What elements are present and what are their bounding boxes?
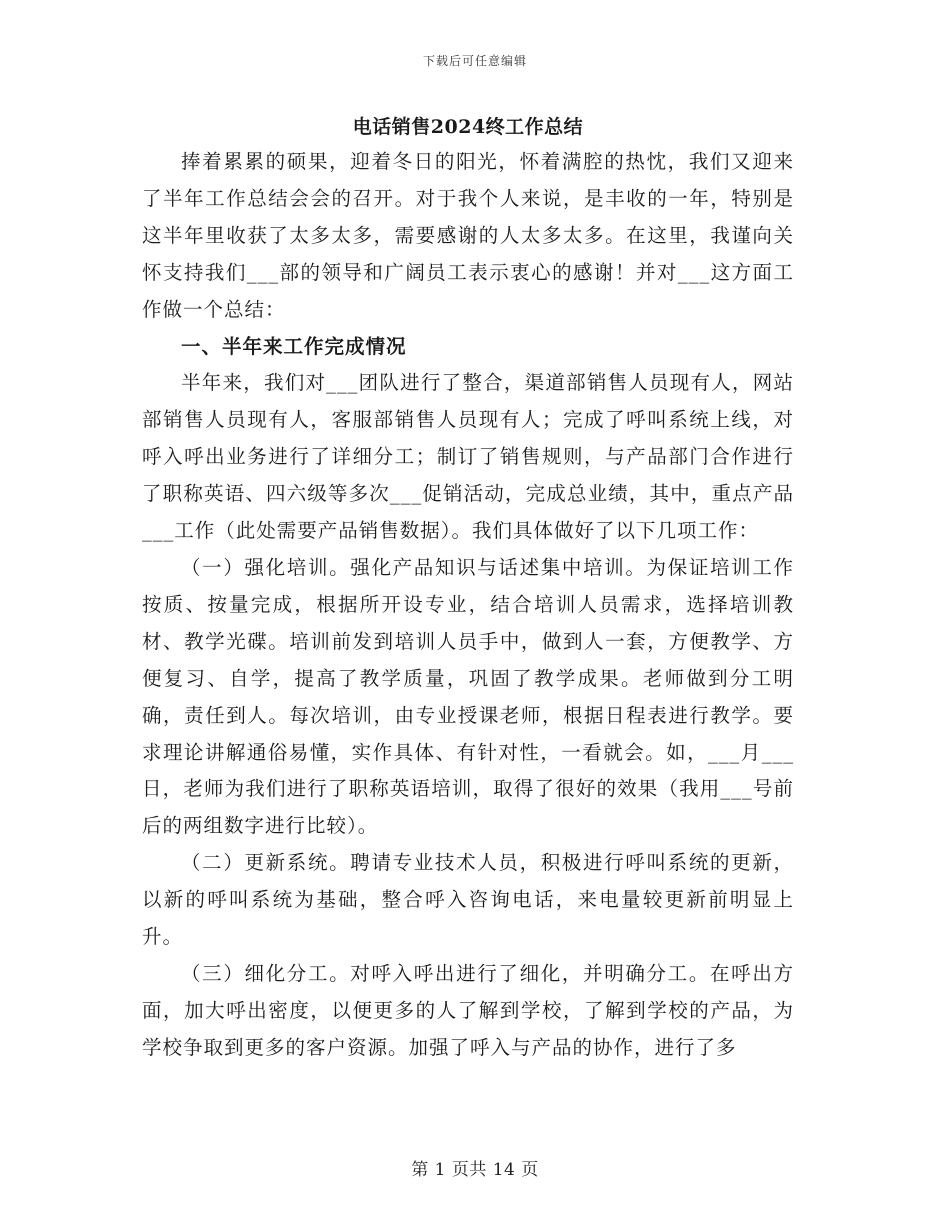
section-heading: 一、半年来工作完成情况 <box>181 334 407 358</box>
item-system-paragraph: （二）更新系统。聘请专业技术人员，积极进行呼叫系统的更新，以新的呼叫系统为基础，整合呼入咨询电话，来电量较更新前明显上升。 <box>142 851 794 949</box>
section-paragraph: 半年来，我们对___团队进行了整合，渠道部销售人员现有人，网站部销售人员现有人，客服部销售人员现有人；完成了呼叫系统上线，对呼入呼出业务进行了详细分工；制订了销售规则，与产品部门合作进行了职称英语、四六级等多次___促销活动，完成总业绩，其中，重点产品___工作（此处需要产品销售数据）。我们具体做好了以下几项工作： <box>142 371 794 543</box>
page-footer: 第 1 页共 14 页 <box>411 1160 539 1180</box>
intro-paragraph: 捧着累累的硕果，迎着冬日的阳光，怀着满腔的热忱，我们又迎来了半年工作总结会会的召开。对于我个人来说，是丰收的一年，特别是这半年里收获了太多太多，需要感谢的人太多太多。在这里，我谨向关怀支持我们___部的领导和广阔员工表示衷心的感谢！并对___这方面工作做一个总结： <box>142 150 794 321</box>
header-note: 下载后可任意编辑 <box>422 54 527 68</box>
document-title: 电话销售2024终工作总结 <box>352 116 584 138</box>
document-body <box>142 110 794 1067</box>
item-training-paragraph: （一）强化培训。强化产品知识与话述集中培训。为保证培训工作按质、按量完成，根据所开设专业，结合培训人员需求，选择培训教材、教学光碟。培训前发到培训人员手中，做到人一套，方便教学、方便复习、自学，提高了教学质量，巩固了教学成果。老师做到分工明确，责任到人。每次培训，由专业授课老师，根据日程表进行教学。要求理论讲解通俗易懂，实作具体、有针对性，一看就会。如，___月___日，老师为我们进行了职称英语培训，取得了很好的效果（我用___号前后的两组数字进行比较）。 <box>142 555 794 838</box>
item-division-paragraph: （三）细化分工。对呼入呼出进行了细化，并明确分工。在呼出方面，加大呼出密度，以便更多的人了解到学校，了解到学校的产品，为学校争取到更多的客户资源。加强了呼入与产品的协作，进行了多 <box>142 961 794 1059</box>
